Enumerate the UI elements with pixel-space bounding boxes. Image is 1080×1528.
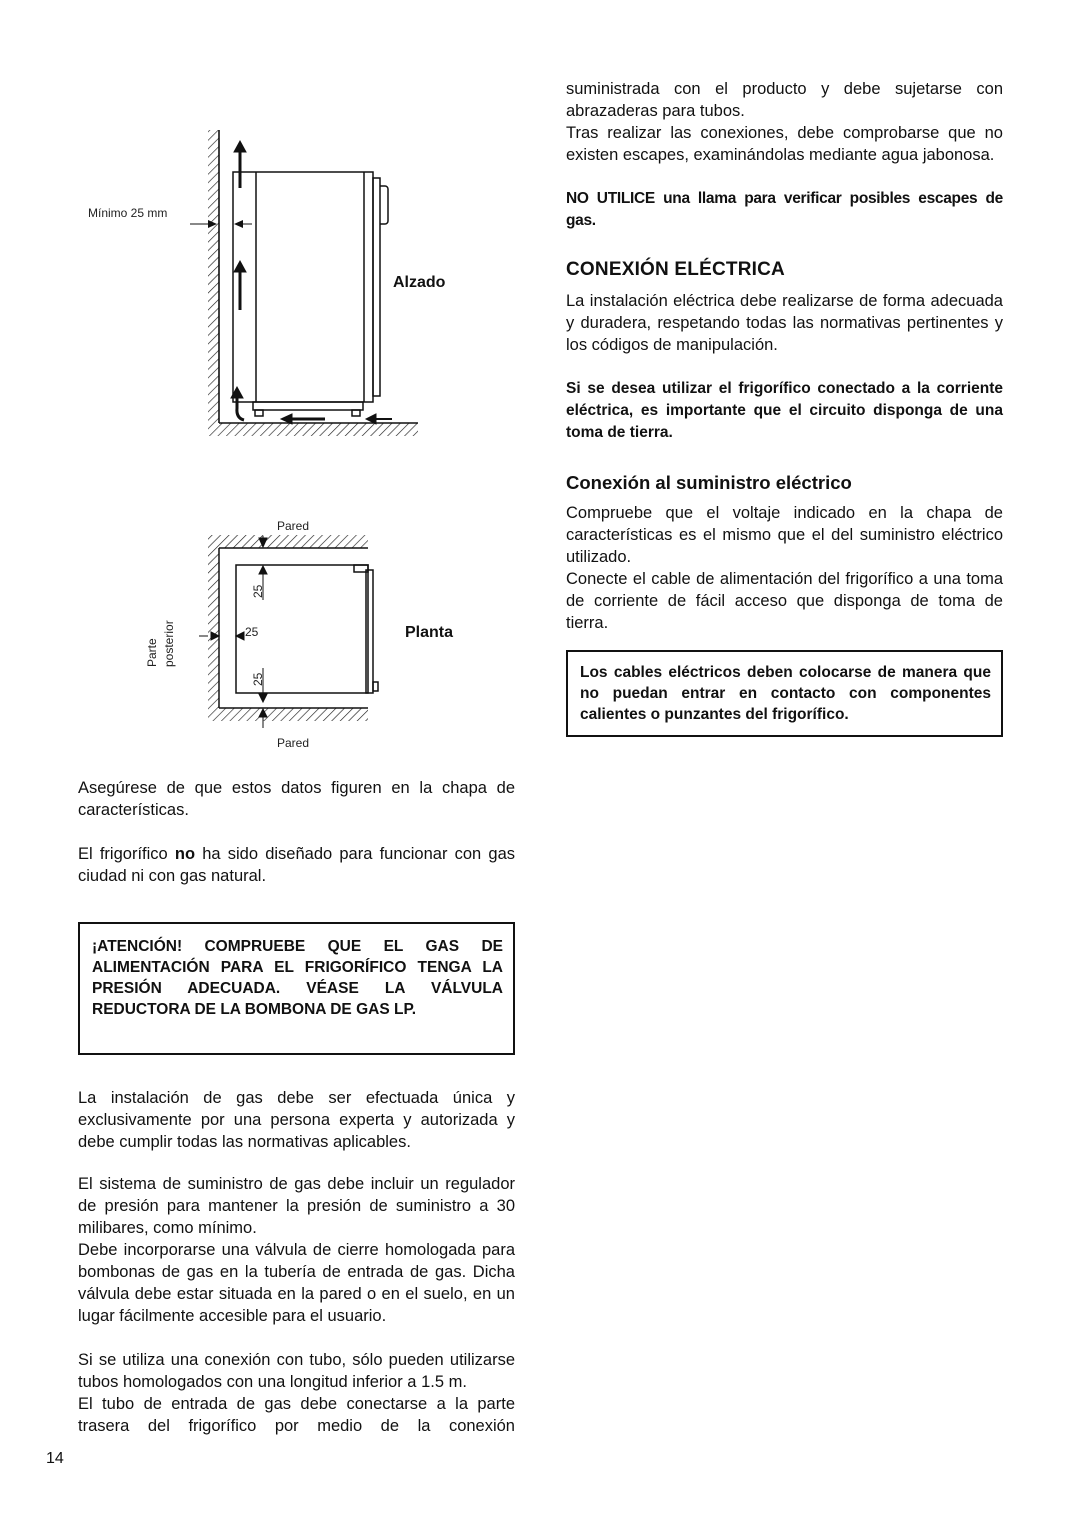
- hose-paragraph: Si se utiliza una conexión con tubo, sólo pueden utilizarse tubos homologados con una longitud inferior a 1.5 m.: [78, 1351, 515, 1391]
- fridge-side: [233, 172, 388, 416]
- section-heading-electrical: CONEXIÓN ELÉCTRICA: [566, 259, 785, 280]
- gas-type-post: ha sido diseñado para funcionar con gas ciudad ni con gas natural.: [78, 845, 516, 885]
- cable-warning-text: Los cables eléctricos deben colocarse de manera que no puedan entrar en contacto con componentes calientes o punzantes del frigorífico.: [580, 664, 991, 723]
- rear-wall-hatch: [208, 548, 219, 708]
- gas-type-bold: no: [174, 845, 196, 863]
- pressure-regulator-paragraph: El sistema de suministro de gas debe incluir un regulador de presión para mantener la presión de suministro a 30 milibares, como mínimo.: [78, 1175, 515, 1237]
- airflow-arrows: [231, 141, 392, 424]
- parte-label: Parte: [145, 638, 159, 667]
- dim-rear-label: 25: [245, 625, 259, 639]
- wall-bottom-label: Pared: [277, 736, 310, 750]
- planta-label: Planta: [405, 624, 454, 641]
- elevation-view: [88, 130, 446, 436]
- shutoff-valve-paragraph: Debe incorporarse una válvula de cierre homologada para bombonas de gas en la tubería de entrada de gas. Dicha válvula debe estar situada en la pared o en el suelo, en un lugar fácilmente accesible para el usuario.: [78, 1241, 515, 1325]
- plug-paragraph: Conecte el cable de alimentación del frigorífico a una toma de corriente de fácil acceso que disponga de toma de tierra.: [566, 570, 1003, 632]
- subheading-power-supply: Conexión al suministro eléctrico: [566, 472, 852, 493]
- no-flame-warning: NO UTILICE una llama para verificar posibles escapes de gas.: [566, 190, 1003, 229]
- supplied-paragraph: suministrada con el producto y debe sujetarse con abrazaderas para tubos.: [566, 80, 1003, 120]
- cable-warning-box: [566, 650, 1003, 737]
- bottom-wall-hatch: [208, 708, 368, 721]
- gas-warning-box: [78, 922, 515, 1055]
- gas-type-pre: El frigorífico: [78, 845, 175, 863]
- plan-view: [145, 519, 453, 750]
- installation-diagram: [0, 0, 540, 770]
- page-number: 14: [46, 1450, 64, 1467]
- electrical-installation-paragraph: La instalación eléctrica debe realizarse de forma adecuada y duradera, respetando todas las normativas pertinentes y los códigos de manipulación.: [566, 292, 1003, 354]
- posterior-label: posterior: [162, 620, 176, 667]
- leak-check-paragraph: Tras realizar las conexiones, debe comprobarse que no existen escapes, examinándolas mediante agua jabonosa.: [566, 124, 1003, 164]
- earth-warning: Si se desea utilizar el frigorífico conectado a la corriente eléctrica, es importante que el circuito disponga de una toma de tierra.: [566, 380, 1003, 441]
- dim-top-label: 25: [251, 584, 265, 598]
- gas-warning-text: ¡ATENCIÓN! COMPRUEBE QUE EL GAS DE ALIMENTACIÓN PARA EL FRIGORÍFICO TENGA LA PRESIÓN ADECUADA. VÉASE LA VÁLVULA REDUCTORA DE LA BOMBONA DE GAS LP.: [92, 938, 503, 1018]
- inlet-paragraph: El tubo de entrada de gas debe conectarse a la parte trasera del frigorífico por medio de la conexión: [78, 1395, 515, 1435]
- floor-hatch: [208, 423, 418, 436]
- gas-installation-paragraph: La instalación de gas debe ser efectuada única y exclusivamente por una persona experta y autorizada y debe cumplir todas las normativas aplicables.: [78, 1089, 515, 1151]
- wall-top-label: Pared: [277, 519, 310, 533]
- alzado-label: Alzado: [393, 274, 446, 291]
- top-wall-hatch: [208, 535, 368, 548]
- min-distance-label: Mínimo 25 mm: [88, 206, 168, 220]
- chapa-paragraph: Asegúrese de que estos datos figuren en la chapa de características.: [78, 779, 515, 819]
- wall-hatch: [208, 130, 219, 423]
- voltage-paragraph: Compruebe que el voltaje indicado en la chapa de características es el mismo que el del suministro eléctrico utilizado.: [566, 504, 1003, 566]
- gas-type-paragraph: [78, 843, 515, 887]
- dim-bottom-label: 25: [251, 672, 265, 686]
